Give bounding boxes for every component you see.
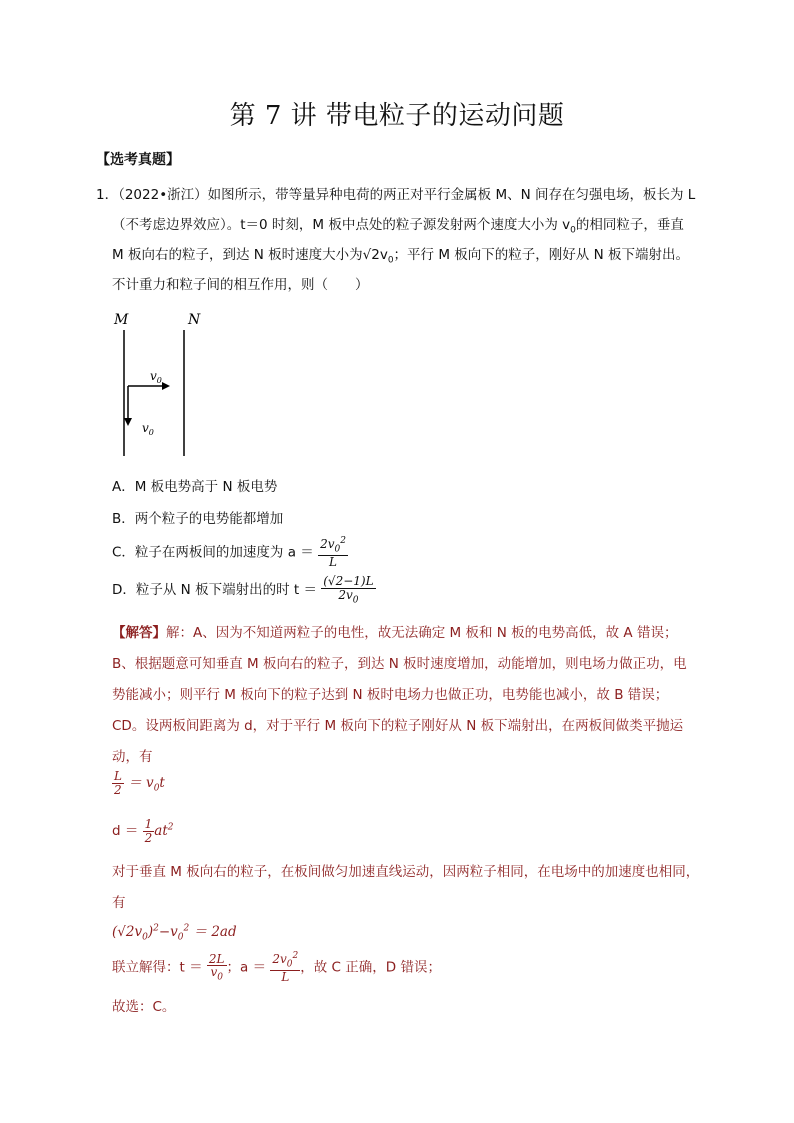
solution-line-3: 势能减小；则平行 M 板向下的粒子达到 N 板时电场力也做正功，电势能也减小，故 B 错误； — [112, 687, 669, 703]
solution-line-8: 联立解得：t ＝ $\frac{2L}{v_0}$ ；a ＝ $\frac{2v_0^2}{L}$ ，故 C 正确，D 错误； — [112, 951, 441, 984]
solution-line-7: 有 — [112, 895, 126, 911]
solution-line-2: B、根据题意可知垂直 M 板向右的粒子，到达 N 板时速度增加，动能增加，则电场力做正功，电 — [112, 656, 687, 672]
v0-label-right: $v_0$ — [150, 369, 162, 385]
equation-1: $\frac{L}{2}$ ＝ $v_0t$ — [114, 769, 165, 797]
equation-2: d ＝ $\frac{1}{2}$ $at^2$ — [112, 817, 174, 845]
option-b: B．两个粒子的电势能都增加 — [112, 511, 284, 527]
v0-label-down: $v_0$ — [142, 421, 154, 437]
option-c: C．粒子在两板间的加速度为 a ＝ $\frac{2v_0^2}{L}$ — [112, 536, 346, 569]
solution-line-1: 【解答】解：A、因为不知道两粒子的电性，故无法确定 M 板和 N 板的电势高低，故 A 错误； — [112, 625, 678, 641]
label-m: M — [114, 312, 129, 328]
page-title: 第 7 讲 带电粒子的运动问题 — [229, 101, 565, 131]
question-stem-line-3: M 板向右的粒子，到达 N 板时速度大小为$√2v_0$；平行 M 板向下的粒子，刚好从 N 板下端射出。 — [112, 247, 689, 266]
solution-line-4: CD。设两板间距离为 d，对于平行 M 板向下的粒子刚好从 N 板下端射出，在两板间做类平抛运 — [112, 718, 684, 734]
question-stem-line-4: 不计重力和粒子间的相互作用，则（ ） — [112, 277, 369, 293]
plates-diagram — [110, 308, 220, 460]
solution-line-6: 对于垂直 M 板向右的粒子，在板间做匀加速直线运动，因两粒子相同，在电场中的加速度也相同， — [112, 864, 700, 880]
label-n: N — [188, 312, 201, 328]
option-d: D．粒子从 N 板下端射出的时 t ＝ $\frac{(√2-1)L}{2v_0}$ — [112, 574, 374, 605]
question-stem-line-1: 1．（2022•浙江）如图所示，带等量异种电荷的两正对平行金属板 M、N 间存在匀强电场，板长为 L — [96, 187, 696, 203]
question-stem-line-2: （不考虑边界效应）。t＝0 时刻，M 板中点处的粒子源发射两个速度大小为 $v_0$的相同粒子，垂直 — [112, 217, 684, 236]
section-heading: 【选考真题】 — [96, 152, 180, 168]
equation-3: $(√2v_0)^2-v_0^2 = 2ad$ — [112, 923, 237, 943]
arrow-down-head — [124, 418, 132, 426]
option-a: A．M 板电势高于 N 板电势 — [112, 479, 278, 495]
solution-line-11: 故选：C。 — [112, 999, 176, 1015]
solution-line-5: 动，有 — [112, 749, 153, 765]
arrow-right-head — [162, 382, 170, 390]
